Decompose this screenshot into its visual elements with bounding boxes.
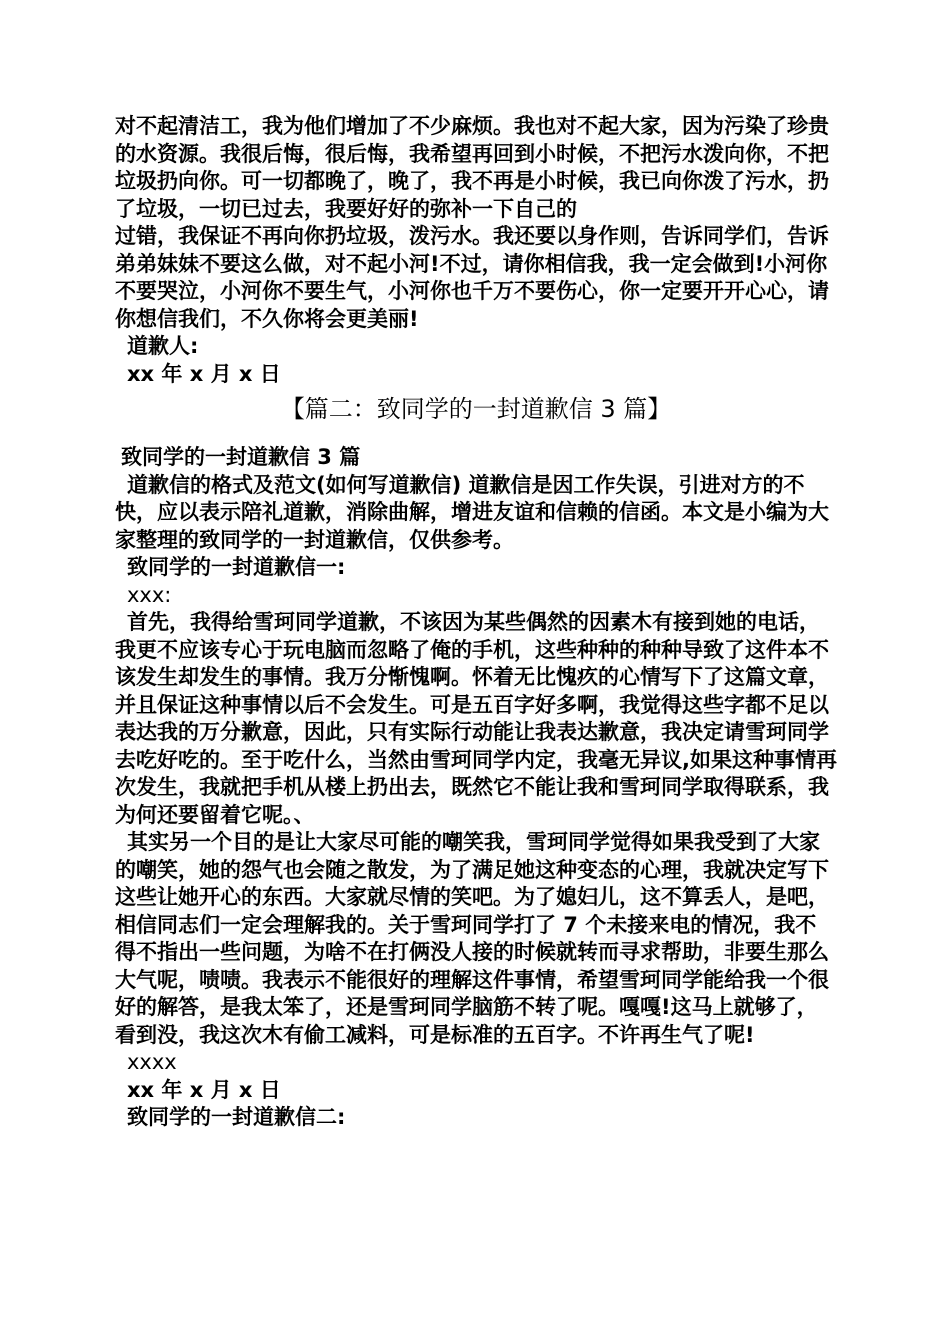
letter1-body-2: 其实另一个目的是让大家尽可能的嘲笑我，雪珂同学觉得如果我受到了大家的嘲笑，她的怨气也会随之散发，为了满足她这种变态的心理，我就决定写下这些让她开心的东西。大家就尽情的笑吧。为了媳妇儿，这不算丢人，是吧，相信同志们一定会理解我的。关于雪珂同学打了 7 个未接来电的情况，我不得不指出一些问题，为啥不在打俩没人接的时候就转而寻求帮助，非要生那么大气呢，啧啧。我表示不能很好的理解这件事情，希望雪珂同学能给我一个很好的解答，是我太笨了，还是雪珂同学脑筋不转了呢。嘎嘎!这马上就够了，看到没，我这次木有偷工减料，可是标准的五百字。不许再生气了呢! <box>115 830 829 1047</box>
intro-signer: 道歉人: <box>127 334 199 358</box>
section-heading: 【篇二：致同学的一封道歉信 3 篇】 <box>280 395 672 423</box>
letter2-title: 致同学的一封道歉信二: <box>127 1105 346 1129</box>
letter1-salutation: xxx: <box>127 582 172 607</box>
document-page <box>115 113 837 1132</box>
intro-paragraph-2: 过错，我保证不再向你扔垃圾，泼污水。我还要以身作则，告诉同学们，告诉弟弟妹妹不要这么做，对不起小河!不过，请你相信我，我一定会做到!小河你不要哭泣，小河你不要生气，小河你也千万不要伤心，你一定要开开心心，请你想信我们，不久你将会更美丽! <box>115 224 829 331</box>
intro-paragraph-1: 对不起清洁工，我为他们增加了不少麻烦。我也对不起大家，因为污染了珍贵的水资源。我很后悔，很后悔，我希望再回到小时候，不把污水泼向你，不把垃圾扔向你。可一切都晚了，晚了，我不再是小时候，我已向你泼了污水，扔了垃圾，一切已过去，我要好好的弥补一下自己的 <box>115 114 829 221</box>
letter1-signer: xxxx <box>127 1050 177 1074</box>
letter1-body-1: 首先，我得给雪珂同学道歉，不该因为某些偶然的因素木有接到她的电话，我更不应该专心于玩电脑而忽略了俺的手机，这些种种的种种导致了这件本不该发生却发生的事情。我万分惭愧啊。怀着无比愧疚的心情写下了这篇文章，并且保证这种事情以后不会发生。可是五百字好多啊，我觉得这些字都不足以表达我的万分歉意，因此，只有实际行动能让我表达歉意，我决定请雪珂同学去吃好吃的。至于吃什么，当然由雪珂同学内定，我毫无异议,如果这种事情再次发生，我就把手机从楼上扔出去，既然它不能让我和雪珂同学取得联系，我为何还要留着它呢。、 <box>115 610 837 827</box>
letter1-title: 致同学的一封道歉信一: <box>127 555 346 579</box>
article-title: 致同学的一封道歉信 3 篇 <box>121 445 361 469</box>
intro-date: xx 年 x 月 x 日 <box>127 361 281 386</box>
article-lead: 道歉信的格式及范文(如何写道歉信) 道歉信是因工作失误，引进对方的不快，应以表示陪礼道歉，消除曲解，增进友谊和信赖的信函。本文是小编为大家整理的致同学的一封道歉信，仅供参考。 <box>115 472 829 552</box>
letter1-date: xx 年 x 月 x 日 <box>127 1077 281 1102</box>
